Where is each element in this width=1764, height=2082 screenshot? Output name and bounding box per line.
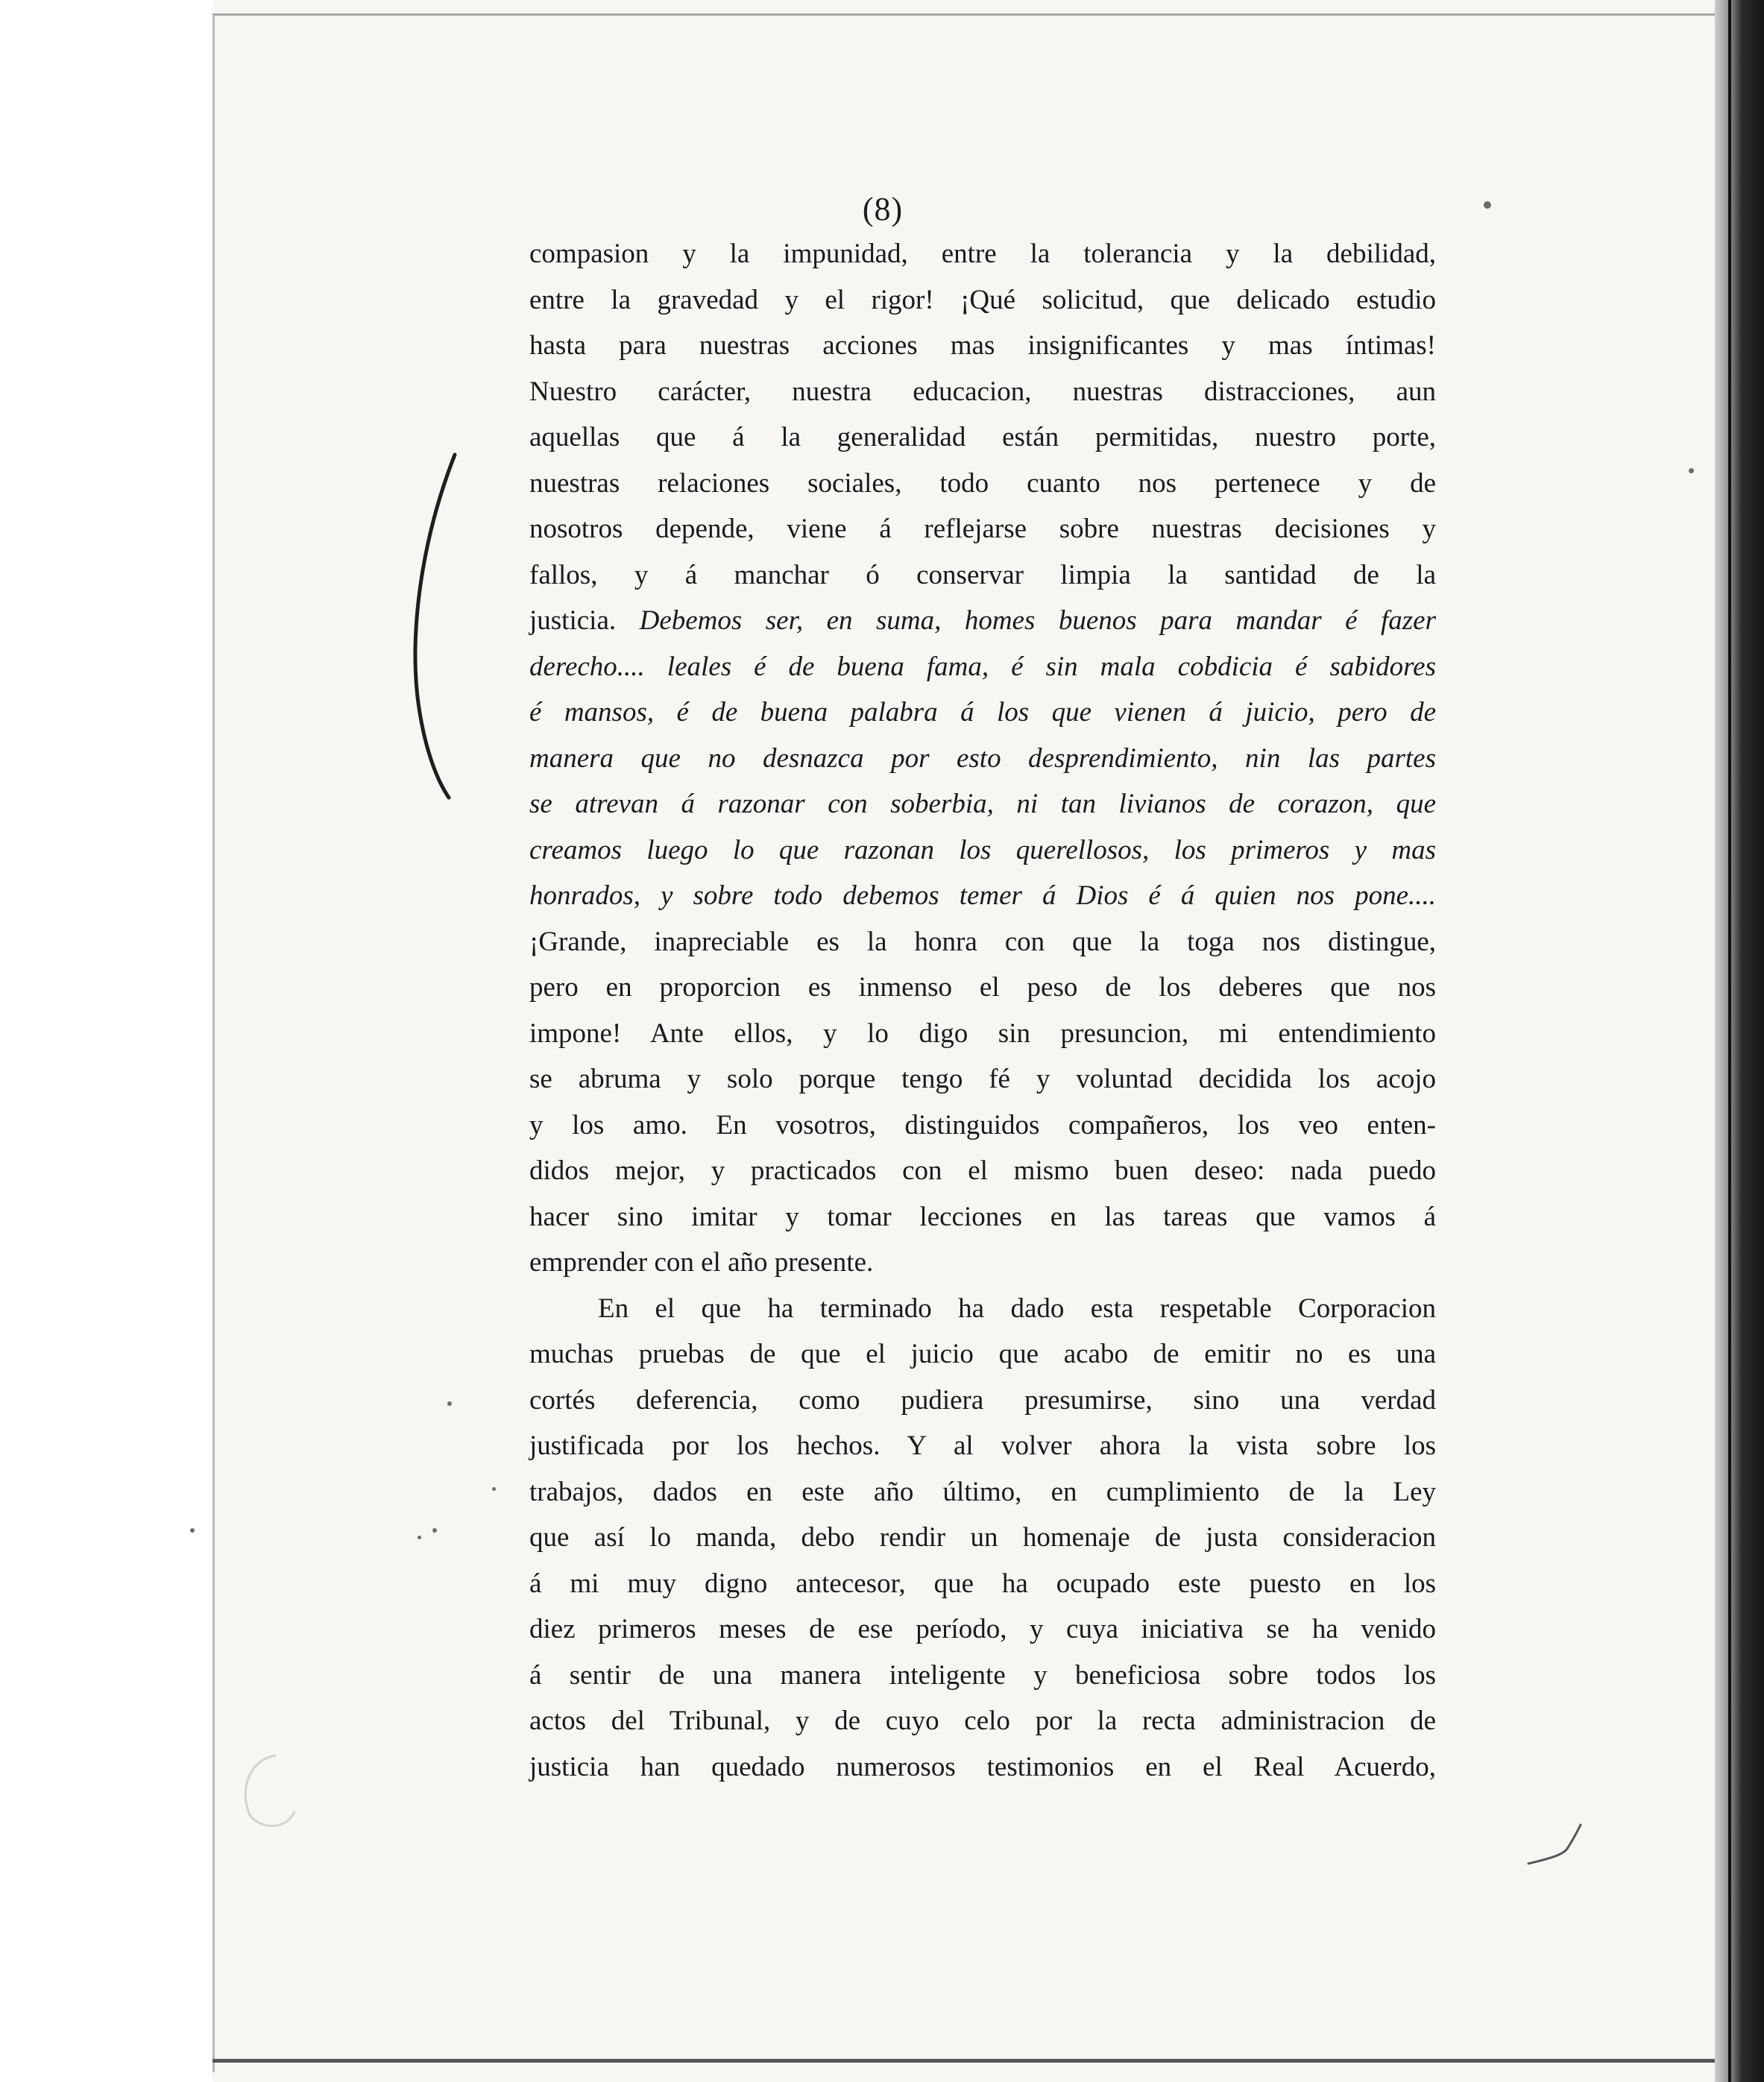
ink-speck [190,1528,195,1533]
ink-speck [432,1528,437,1533]
scan-edge-top [212,13,1733,16]
pencil-mark [1521,1819,1588,1878]
text-line: entre la gravedad y el rigor! ¡Qué solicitud, que delicado estudio [529,284,1436,315]
book-binding-shadow [1715,0,1764,2082]
ink-speck [492,1487,496,1491]
text-line: que así lo manda, debo rendir un homenaje de justa consideracion [529,1522,1436,1553]
text-line: justificada por los hechos. Y al volver ahora la vista sobre los [529,1430,1436,1461]
text-line: á sentir de una manera inteligente y beneficiosa sobre todos los [529,1659,1436,1691]
ink-speck [1689,468,1694,473]
text-line: emprender con el año presente. [529,1247,874,1278]
text-roman: justicia. [529,605,617,636]
left-margin [0,0,212,2082]
body-text [529,231,1436,1790]
text-line: diez primeros meses de ese período, y cuya iniciativa se ha venido [529,1614,1436,1644]
text-line: trabajos, dados en este año último, en cumplimiento de la Ley [529,1476,1436,1507]
text-line: hacer sino imitar y tomar lecciones en las tareas que vamos á [529,1201,1436,1232]
text-italic-quote: manera que no desnazca por esto desprendimiento, nin las partes [529,742,1436,774]
handwritten-bracket-mark [403,451,470,801]
text-italic-quote: creamos luego lo que razonan los querellosos, los primeros y mas [529,834,1436,865]
ink-speck [447,1401,452,1406]
text-italic-quote: honrados, y sobre todo debemos temer á Dios é á quien nos pone.... [529,880,1436,911]
ink-speck [418,1536,421,1539]
scan-edge-bottom [212,2059,1764,2063]
text-line: fallos, y á manchar ó conservar limpia la santidad de la [529,559,1436,590]
text-line: Nuestro carácter, nuestra educacion, nuestras distracciones, aun [529,376,1436,407]
text-line: En el que ha terminado ha dado esta respetable Corporacion [598,1293,1436,1324]
text-line: nosotros depende, viene á reflejarse sobre nuestras decisiones y [529,514,1436,544]
text-line: se abruma y solo porque tengo fé y voluntad decidida los acojo [529,1064,1436,1094]
text-line: y los amo. En vosotros, distinguidos compañeros, los veo enten- [529,1109,1436,1141]
text-line: justicia han quedado numerosos testimonios en el Real Acuerdo, [529,1751,1436,1782]
text-line: compasion y la impunidad, entre la tolerancia y la debilidad, [529,239,1436,269]
text-italic-quote: se atrevan á razonar con soberbia, ni tan livianos de corazon, que [529,789,1436,819]
page-number: (8) [862,191,904,227]
text-line: aquellas que á la generalidad están permitidas, nuestro porte, [529,422,1436,452]
text-line-mixed [529,598,1436,644]
text-italic-quote: Debemos ser, en suma, homes buenos para mandar é fazer [639,605,1437,636]
text-line: actos del Tribunal, y de cuyo celo por la recta administracion de [529,1706,1436,1736]
text-line: nuestras relaciones sociales, todo cuanto nos pertenece y de [529,467,1436,499]
text-italic-quote: derecho.... leales é de buena fama, é sin mala cobdicia é sabidores [529,651,1436,682]
binding-line [1728,0,1731,2082]
faint-stain-mark [235,1752,309,1834]
text-line: pero en proporcion es inmenso el peso de los deberes que nos [529,972,1436,1003]
text-line: cortés deferencia, como pudiera presumirse, sino una verdad [529,1384,1436,1416]
text-line: hasta para nuestras acciones mas insignificantes y mas íntimas! [529,330,1436,361]
text-line: ¡Grande, inapreciable es la honra con que la toga nos distingue, [529,926,1436,957]
text-italic-quote: é mansos, é de buena palabra á los que vienen á juicio, pero de [529,697,1436,728]
text-line: didos mejor, y practicados con el mismo buen deseo: nada puedo [529,1155,1436,1186]
scan-edge-left [212,15,215,2072]
text-line: á mi muy digno antecesor, que ha ocupado este puesto en los [529,1568,1436,1599]
text-line: impone! Ante ellos, y lo digo sin presuncion, mi entendimiento [529,1018,1436,1049]
text-line: muchas pruebas de que el juicio que acabo de emitir no es una [529,1339,1436,1369]
